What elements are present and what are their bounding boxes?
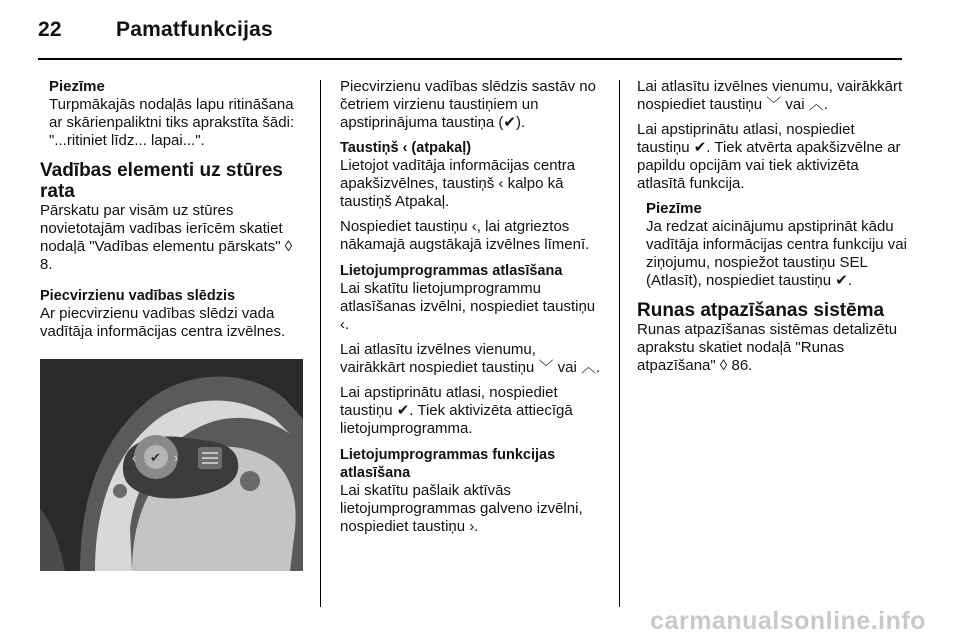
column-1 [40, 78, 305, 571]
page-ref-arrow-icon: ◊ [719, 357, 728, 374]
confirm-text: Lai apstiprinātu atlasi, nospiediet taustiņu ✔. Tiek atvērta apakšizvēlne ar papildu opcijām vai tiek aktivizēta atlasītā funkcija. [637, 121, 901, 192]
intro-text: Piecvirzienu vadības slēdzis sastāv no četriem virzienu taustiņiem un apstiprinājuma taustiņa (✔). [340, 78, 596, 131]
section-heading: Vadības elementi uz stūres rata [40, 160, 283, 202]
column-2 [340, 78, 605, 543]
section-text: Pārskatu par visām uz stūres novietotajām vadības ierīcēm skatiet nodaļā "Vadības elementu pārskats" ◊ 8. [40, 202, 293, 273]
svg-text:‹: ‹ [132, 451, 136, 465]
back-key-text-1: Lietojot vadītāja informācijas centra apakšizvēlnes, taustiņš ‹ kalpo kā taustiņš Atpakaļ. [340, 157, 576, 210]
note-title: Piezīme [646, 200, 702, 217]
app-select-text-3: Lai apstiprinātu atlasi, nospiediet taustiņu ✔. Tiek aktivizēta attiecīgā lietojumprogramma. [340, 384, 573, 437]
note-title: Piezīme [49, 78, 105, 95]
back-key-text-2: Nospiediet taustiņu ‹, lai atgrieztos nākamajā augstākajā izvēlnes līmenī. [340, 218, 590, 253]
note-box [40, 78, 305, 150]
watermark: carmanualsonline.info [650, 607, 926, 635]
svg-text:✔: ✔ [150, 450, 161, 465]
app-select-text-1: Lai skatītu lietojumprogrammu atlasīšanas izvēlni, nospiediet taustiņu ‹. [340, 280, 596, 333]
note-box-2 [637, 200, 907, 290]
app-select-heading: Lietojumprogrammas atlasīšana [340, 263, 563, 279]
note-text: Ja redzat aicinājumu apstiprināt kādu vadītāja informācijas centra funkciju vai ziņojumu, nospiežot taustiņu SEL (Atlasīt), nospiediet taustiņu ✔. [646, 218, 907, 289]
steering-wheel-figure [40, 359, 303, 571]
subsection-text: Ar piecvirzienu vadības slēdzi vada vadītāja informācijas centra izvēlnes. [40, 305, 286, 340]
page-number: 22 [38, 18, 62, 41]
page-ref-link[interactable]: 86. [727, 357, 753, 374]
app-select-text-2: Lai atlasītu izvēlnes vienumu, vairākkārt nospiediet taustiņu ﹀ vai ︿. [340, 341, 601, 376]
note-text: Turpmākajās nodaļās lapu ritināšana ar skārienpaliktni tiks aprakstīta šādi: "...ritiniet līdz... lapai...". [49, 96, 295, 149]
page-ref-arrow-icon: ◊ [284, 238, 293, 255]
page-ref-link[interactable]: 8. [40, 256, 53, 273]
subsection-heading: Piecvirzienu vadības slēdzis [40, 288, 236, 304]
column-divider-2 [619, 80, 620, 607]
svg-text:›: › [174, 451, 178, 465]
back-key-heading: Taustiņš ‹ (atpakaļ) [340, 140, 472, 156]
column-3 [637, 78, 907, 375]
header-rule [38, 58, 902, 60]
app-function-text: Lai skatītu pašlaik aktīvās lietojumprogrammas galveno izvēlni, nospiediet taustiņu ›. [340, 482, 583, 535]
voice-recognition-heading: Runas atpazīšanas sistēma [637, 300, 885, 321]
menu-item-text: Lai atlasītu izvēlnes vienumu, vairākkārt nospiediet taustiņu ﹀ vai ︿. [637, 78, 903, 113]
page-title: Pamatfunkcijas [116, 18, 273, 41]
voice-recognition-text: Runas atpazīšanas sistēmas detalizētu aprakstu skatiet nodaļā "Runas atpazīšana" ◊ 86. [637, 321, 898, 374]
steering-wheel-illustration [40, 359, 303, 571]
column-divider-1 [320, 80, 321, 607]
page-header [38, 18, 273, 42]
app-function-heading: Lietojumprogrammas funkcijas atlasīšana [340, 447, 556, 481]
steering-controls-section [40, 160, 305, 274]
